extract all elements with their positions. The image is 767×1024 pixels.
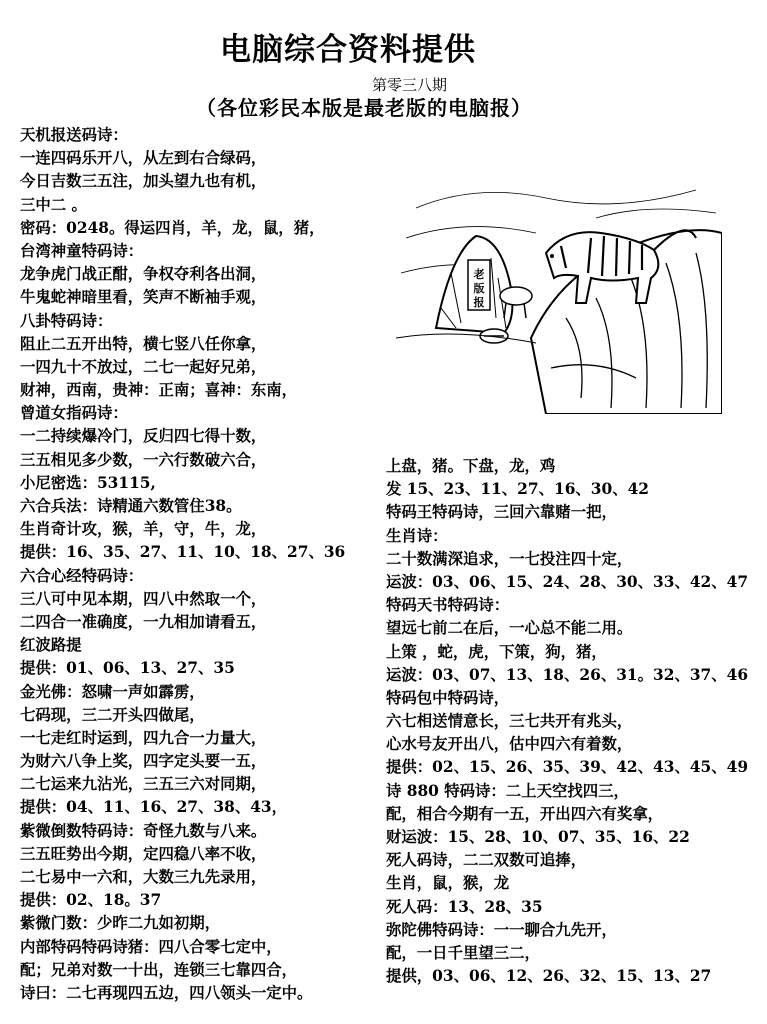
text-line: 内部特码特码诗猪：四八合零七定中， (20, 937, 282, 956)
text-line: 诗曰：二七再现四五边，四八领头一定中。 (20, 983, 313, 1002)
text-line: 死人码：13、28、35 (386, 897, 543, 916)
text-line: 财运波：15、28、10、07、35、16、22 (386, 828, 690, 846)
text-line: 诗 880 特码诗：二上天空找四三， (386, 781, 629, 800)
text-line: 特码包中特码诗， (386, 688, 510, 707)
text-line: 二七易中一六和，大数三九先录用， (20, 868, 267, 886)
text-line: 今日吉数三五注，加头望九也有机， (20, 172, 267, 191)
text-line: 配；兄弟对数一十出，连锁三七靠四合， (20, 960, 298, 979)
text-line: 提供，03、06、12、26、32、15、13、27 (386, 967, 712, 986)
text-line: 发 15、23、11、27、16、30、42 (386, 480, 650, 499)
text-line: 曾道女指码诗： (20, 404, 128, 423)
text-line: 六七相送情意长，三七共开有兆头， (386, 712, 633, 731)
text-line: 提供：16、35、27、11、10、18、27、36 (20, 543, 346, 562)
text-line: 六合兵法：诗精通六数管住38。 (20, 497, 242, 515)
text-line: 运波：03、06、15、24、28、30、33、42、47 (386, 572, 749, 591)
svg-text:报: 报 (473, 296, 485, 309)
text-line: 一连四码乐开八，从左到右合绿码， (20, 149, 267, 168)
text-line: 生肖诗： (386, 526, 448, 545)
right-column (386, 455, 748, 988)
text-line: 紫微门数：少昨二九如初期， (20, 914, 221, 933)
text-line: 台湾神童特码诗： (20, 241, 144, 260)
text-line: 一七走红时运到，四九合一力量大， (20, 728, 267, 747)
text-line: 龙争虎门战正酣，争权夺利各出洞， (20, 265, 267, 284)
text-line: 生肖，鼠，猴，龙 (386, 874, 510, 893)
left-column (20, 124, 345, 1005)
issue-number: 第零三八期 (372, 76, 448, 94)
text-line: 天机报送码诗： (20, 126, 128, 144)
svg-text:老: 老 (473, 268, 485, 281)
text-line: 为财六八争上奖，四字定头要一五， (20, 752, 267, 771)
text-line: 小尼密选：53115, (20, 473, 156, 492)
text-line: 心水号友开出八，估中四六有着数， (386, 735, 633, 754)
text-line: 配，一日千里望三二， (386, 943, 540, 962)
text-line: 二十数满深追求，一七投注四十定， (386, 549, 633, 568)
text-line: 一四九十不放过，二七一起好兄弟， (20, 357, 267, 376)
text-line: 金光佛：怒啸一声如霹雳， (20, 682, 205, 701)
tiger-illustration (396, 178, 722, 414)
text-line: 紫微倒数特码诗：奇怪九数与八来。 (20, 821, 267, 840)
text-line: 提供：01、06、13、27、35 (20, 659, 235, 678)
text-line: 一二持续爆冷门，反归四七得十数， (20, 427, 267, 446)
text-line: 密码：0248。得运四肖，羊，龙，鼠，猪， (20, 218, 325, 237)
text-line: 提供：02、18。37 (20, 891, 162, 910)
page-title: 电脑综合资料提供 (220, 32, 476, 68)
text-line: 配，相合今期有一五，开出四六有奖拿， (386, 804, 664, 823)
text-line: 阻止二五开出特，横七竖八任你拿， (20, 334, 267, 353)
text-line: 三八可中见本期，四八中然取一个， (20, 589, 267, 608)
text-line: 六合心经特码诗： (20, 566, 144, 585)
text-line: 二七运来九沾光，三五三六对同期， (20, 775, 267, 794)
text-line: 三五旺势出今期，定四稳八率不收， (20, 844, 267, 863)
text-line: 运波：03、07、13、18、26、31。32、37、46 (386, 665, 749, 684)
text-line: 红波路提 (20, 636, 82, 655)
text-line: 提供：04、11、16、27、38、43， (20, 798, 288, 817)
text-line: 上盘，猪。下盘，龙，鸡 (386, 457, 556, 475)
text-line: 二四合一准确度，一九相加请看五， (20, 612, 267, 631)
text-line: 死人码诗，二二双数可追捧， (386, 851, 587, 870)
text-line: 上策 ，蛇，虎，下策，狗，猪， (386, 642, 607, 661)
text-line: 特码天书特码诗： (386, 596, 510, 615)
text-line: 望远七前二在后，一心总不能二用。 (386, 619, 633, 638)
text-line: 提供：02、15、26、35、39、42、43、45、49 (386, 758, 749, 777)
svg-text:版: 版 (473, 282, 485, 295)
text-line: 特码王特码诗，三回六靠赌一把， (386, 503, 617, 522)
text-line: 财神，西南，贵神：正南；喜神：东南， (20, 381, 298, 400)
text-line: 七码现，三二开头四做尾， (20, 705, 205, 724)
text-line: 牛鬼蛇神暗里看，笑声不断袖手观， (20, 288, 267, 307)
text-line: 生肖奇计攻，猴，羊，守，牛，龙， (20, 520, 267, 539)
text-line: 弥陀佛特码诗：一一聊合九先开， (386, 920, 617, 939)
text-line: 三五相见多少数，一六行数破六合， (20, 450, 267, 469)
text-line: 三中二 。 (20, 195, 87, 214)
text-line: 八卦特码诗： (20, 311, 113, 330)
page-subtitle: （各位彩民本版是最老版的电脑报） (196, 96, 532, 120)
